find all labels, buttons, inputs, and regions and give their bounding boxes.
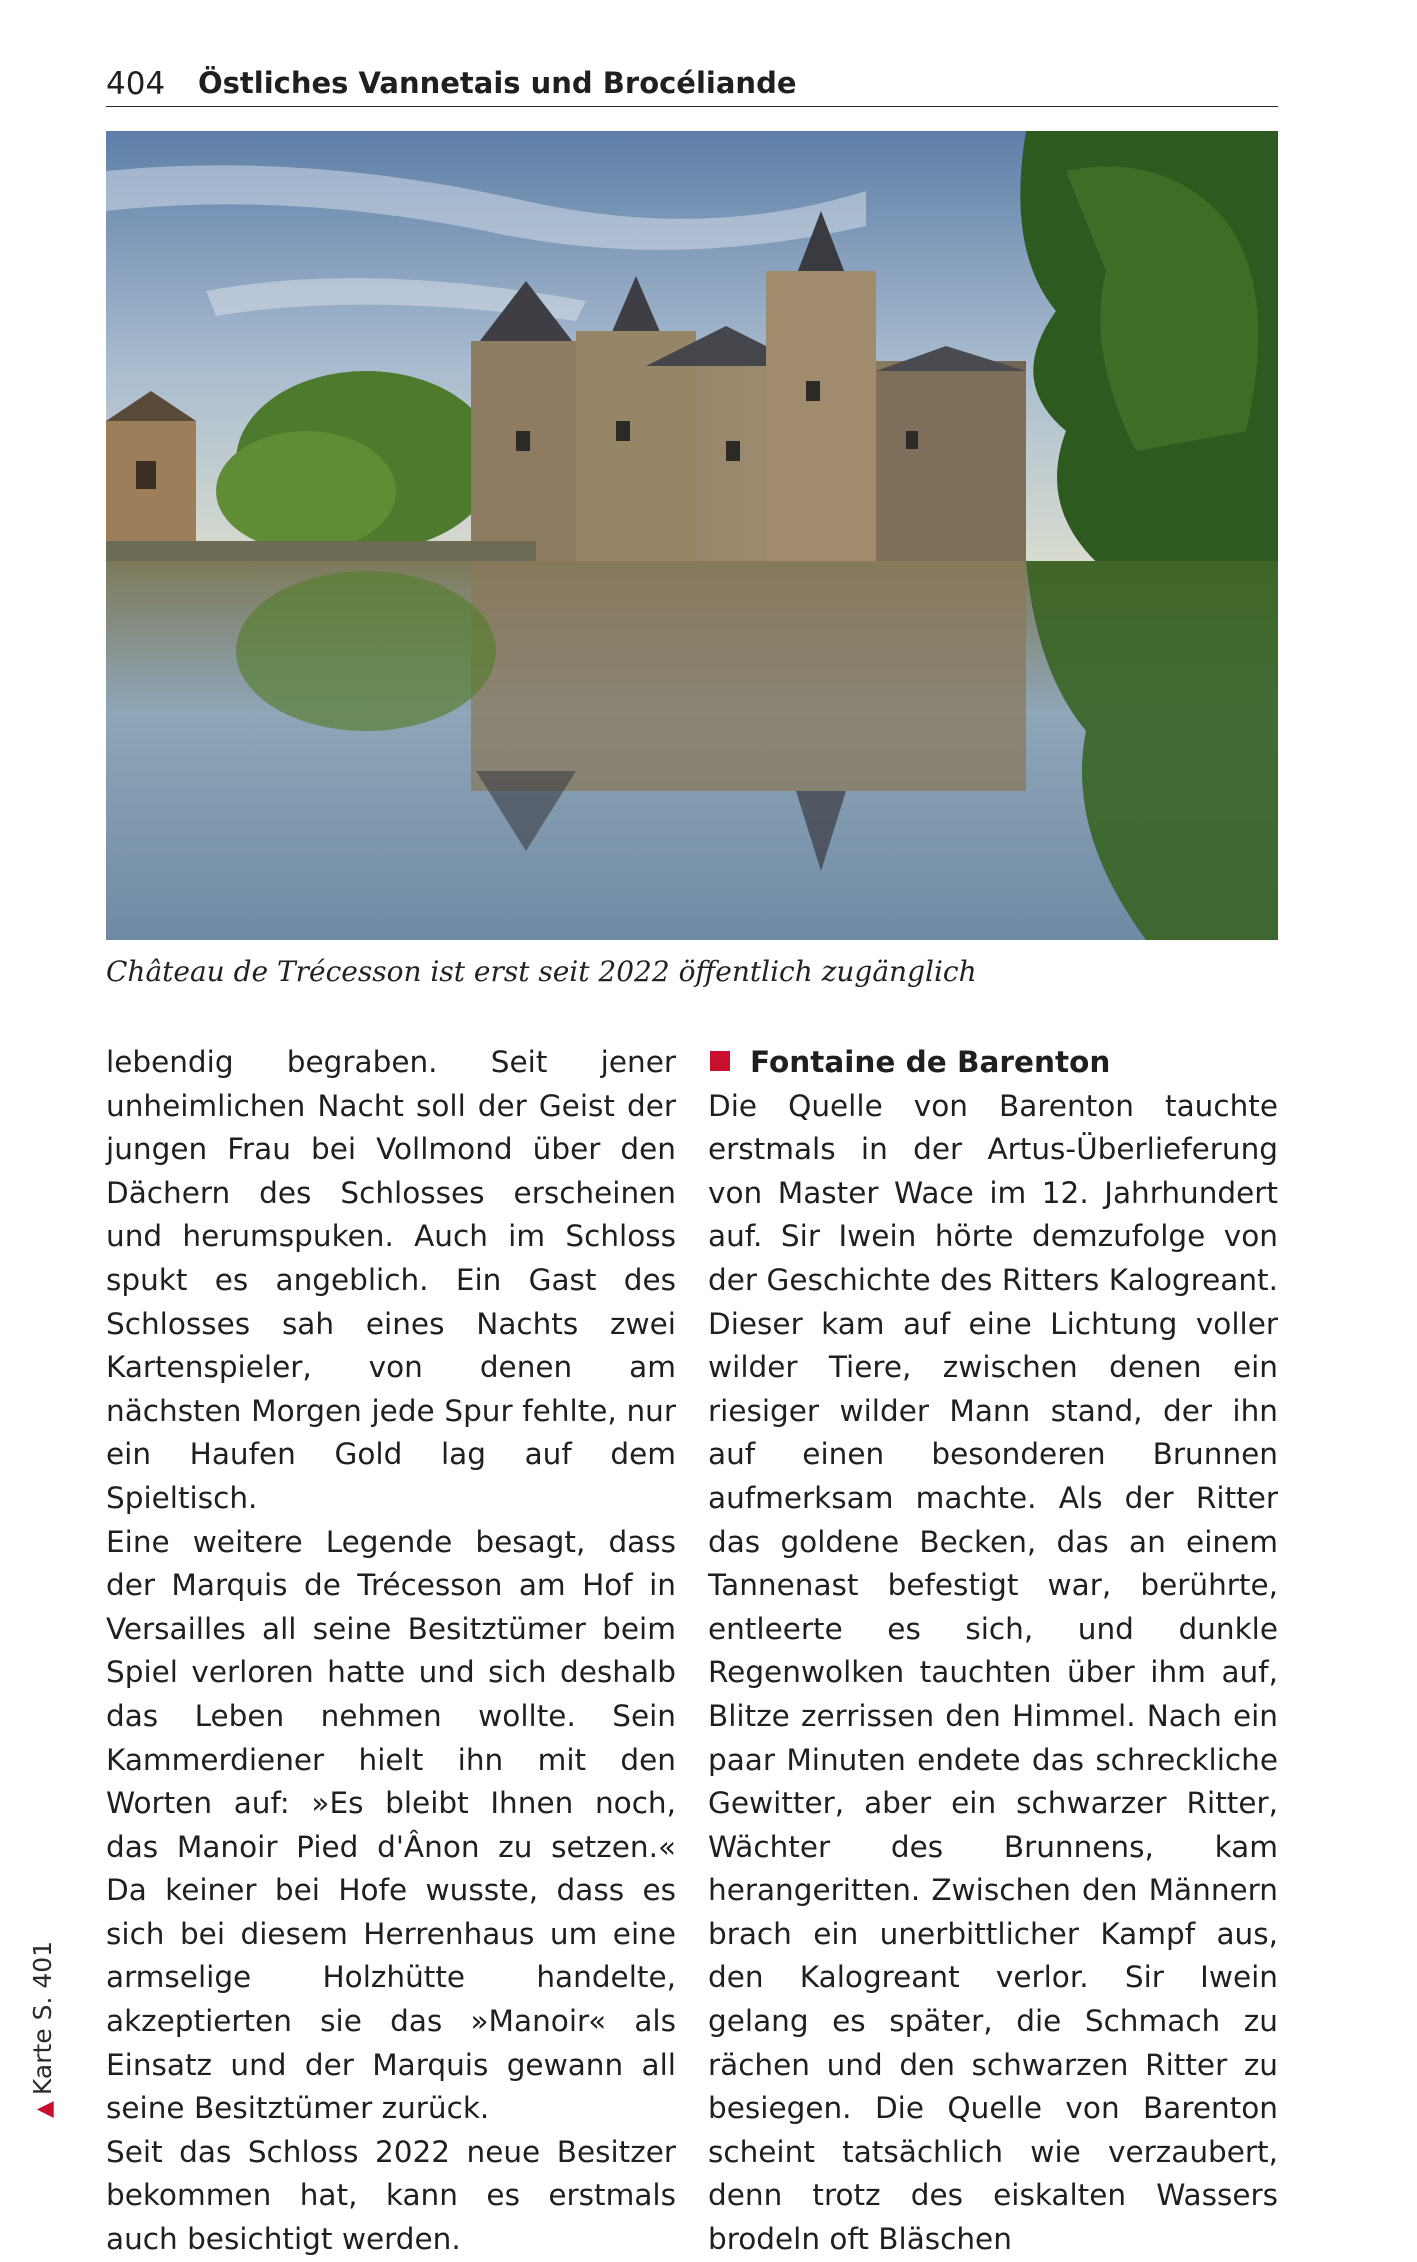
section-marker-icon xyxy=(710,1051,730,1071)
paragraph: lebendig begraben. Seit jener unheimlichen Nacht soll der Geist der jungen Frau bei Vollmond über den Dächern des Schlosses erscheinen und herumspuken. Auch im Schloss spukt es angeblich. Ein Gast des Schlosses sah eines Nachts zwei Kartenspieler, von denen am nächsten Morgen jede Spur fehlte, nur ein Haufen Gold lag auf dem Spieltisch. xyxy=(106,1045,676,1515)
page-header xyxy=(106,62,1278,107)
paragraph: Eine weitere Legende besagt, dass der Marquis de Trécesson am Hof in Versailles all seine Besitztümer beim Spiel verloren hatte und sich deshalb das Leben nehmen wollte. Sein Kammerdiener hielt ihn mit den Worten auf: »Es bleibt Ihnen noch, das Manoir Pied d'Ânon zu setzen.« Da keiner bei Hofe wusste, dass es sich bei diesem Herrenhaus um eine armselige Holzhütte handelte, akzeptierten sie das »Manoir« als Einsatz und der Marquis gewann all seine Besitztümer zurück. xyxy=(106,1524,676,2126)
section-title: Fontaine de Barenton xyxy=(750,1045,1111,1079)
page-number: 404 xyxy=(106,66,166,102)
photo-caption: Château de Trécesson ist erst seit 2022 öffentlich zugänglich xyxy=(106,955,977,988)
left-column xyxy=(106,1041,676,2262)
castle-photo xyxy=(106,131,1278,940)
chapter-title: Östliches Vannetais und Brocéliande xyxy=(198,66,797,100)
map-reference xyxy=(28,1918,64,2118)
map-reference-text: Karte S. 401 xyxy=(28,1940,57,2096)
paragraph: Die Quelle von Barenton tauchte erstmals in der Artus-Überlieferung von Master Wace im 12. Jahrhundert auf. Sir Iwein hörte demzufolge von der Geschichte des Ritters Kalogreant. Dieser kam auf eine Lichtung voller wilder Tiere, zwischen denen ein riesiger wilder Mann stand, der ihn auf einen besonderen Brunnen aufmerksam machte. Als der Ritter das goldene Becken, das an einem Tannenast befestigt war, berührte, entleerte es sich, und dunkle Regenwolken tauchten über ihm auf, Blitze zerrissen den Himmel. Nach ein paar Minuten endete das schreckliche Gewitter, aber ein schwarzer Ritter, Wächter des Brunnens, kam herangeritten. Zwischen den Männern brach ein unerbittlicher Kampf aus, den Kalogreant verlor. Sir Iwein gelang es später, die Schmach zu rächen und den schwarzen Ritter zu besiegen. Die Quelle von Barenton scheint tatsächlich wie verzaubert, denn trotz des eiskalten Wassers brodeln oft Bläschen xyxy=(708,1088,1278,2257)
section-heading xyxy=(708,1041,1278,1085)
paragraph: Seit das Schloss 2022 neue Besitzer bekommen hat, kann es erstmals auch besichtigt werden. xyxy=(106,2134,676,2257)
right-column xyxy=(708,1041,1278,2262)
triangle-marker-icon: ▲ xyxy=(32,2101,57,2118)
castle-reflection-image xyxy=(106,131,1278,940)
